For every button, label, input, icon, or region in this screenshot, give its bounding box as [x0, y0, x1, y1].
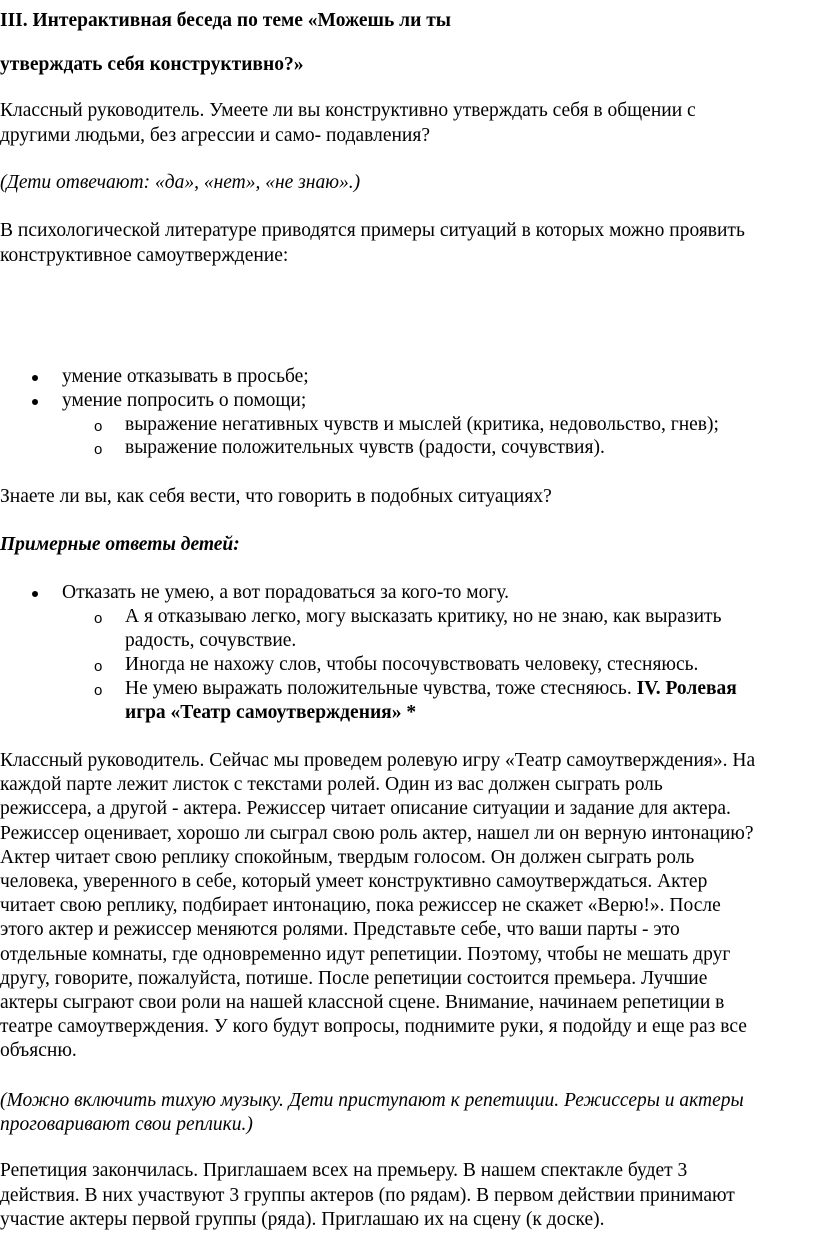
circle-bullet: o — [94, 610, 103, 627]
paragraph-line: человека, уверенного в себе, который умеет конструктивно самоутверждаться. Актер — [0, 871, 708, 892]
section-title-line1: III. Интерактивная беседа по теме «Можешь ли ты — [0, 10, 452, 31]
section-title-line2: утверждать себя конструктивно?» — [0, 54, 304, 75]
paragraph-line: объясню. — [0, 1040, 77, 1062]
paragraph-line: режиссера, а другой - актера. Режиссер читает описание ситуации и задание для актера. — [0, 798, 731, 820]
teacher-question-line2: другими людьми, без агрессии и само- подавления? — [0, 125, 430, 146]
section4-title-part1: IV. Ролевая — [636, 678, 737, 699]
list-item: умение отказывать в просьбе; — [62, 366, 309, 387]
sub-list-item: выражение положительных чувств (радости, сочувствия). — [125, 437, 605, 458]
paragraph-line: действия. В них участвуют 3 группы актеров (по рядам). В первом действии принимают — [0, 1184, 735, 1206]
circle-bullet: o — [94, 658, 103, 675]
sub-list-item-cont: радость, сочувствие. — [125, 630, 297, 651]
sub-list-item: А я отказываю легко, могу высказать критику, но не знаю, как выразить — [125, 606, 722, 627]
answers-heading: Примерные ответы детей: — [0, 534, 240, 555]
section4-title-part2: игра «Театр самоутверждения» * — [125, 702, 417, 723]
circle-bullet: o — [94, 441, 103, 458]
paragraph-line: Режиссер оценивает, хорошо ли сыграл свою роль актер, нашел ли он верную интонацию? — [0, 822, 754, 844]
sub-list-item-text: Не умею выражать положительные чувства, тоже стесняюсь. — [125, 678, 632, 699]
paragraph-line: читает свою реплику, подбирает интонацию, пока режиссер не скажет «Верю!». После — [0, 895, 721, 917]
bullet-disc — [32, 375, 38, 381]
paragraph-line: Репетиция закончилась. Приглашаем всех на премьеру. В нашем спектакле будет 3 — [0, 1160, 688, 1181]
list-item: Отказать не умею, а вот порадоваться за кого-то могу. — [62, 582, 509, 603]
paragraph-line: театре самоутверждения. У кого будут вопросы, поднимите руки, я подойду и еще раз все — [0, 1016, 747, 1038]
paragraph-line: участие актеры первой группы (ряда). Приглашаю их на сцену (к доске). — [0, 1209, 605, 1230]
sub-list-item — [125, 678, 737, 700]
paragraph-line: отдельные комнаты, где одновременно идут репетиции. Поэтому, чтобы не мешать друг — [0, 943, 731, 965]
paragraph-line: этого актер и режиссер меняются ролями. Представьте себе, что ваши парты - это — [0, 919, 680, 941]
stage-direction-line1: (Можно включить тихую музыку. Дети приступают к репетиции. Режиссеры и актеры — [0, 1090, 744, 1111]
situations-question: Знаете ли вы, как себя вести, что говорить в подобных ситуациях? — [0, 486, 552, 507]
bullet-disc — [32, 591, 38, 597]
literature-line2: конструктивное самоутверждение: — [0, 245, 289, 266]
paragraph-line: каждой парте лежит листок с текстами ролей. Один из вас должен сыграть роль — [0, 774, 663, 796]
kids-answer-note: (Дети отвечают: «да», «нет», «не знаю».) — [0, 172, 361, 193]
stage-direction-line2: проговаривают свои реплики.) — [0, 1114, 253, 1135]
literature-line1: В психологической литературе приводятся примеры ситуаций в которых можно проявить — [0, 220, 745, 241]
teacher-question-line1: Классный руководитель. Умеете ли вы конструктивно утверждать себя в общении с — [0, 100, 696, 121]
paragraph-line: актеры сыграют свои роли на нашей классной сцене. Внимание, начинаем репетиции в — [0, 992, 725, 1013]
paragraph-line: другу, говорите, пожалуйста, потише. После репетиции состоится премьера. Лучшие — [0, 967, 708, 989]
circle-bullet: o — [94, 418, 103, 435]
circle-bullet: o — [94, 682, 103, 699]
sub-list-item: выражение негативных чувств и мыслей (критика, недовольство, гнев); — [125, 414, 719, 435]
sub-list-item: Иногда не нахожу слов, чтобы посочувствовать человеку, стесняюсь. — [125, 654, 699, 675]
paragraph-line: Актер читает свою реплику спокойным, твердым голосом. Он должен сыграть роль — [0, 846, 695, 868]
list-item: умение попросить о помощи; — [62, 390, 307, 411]
bullet-disc — [32, 399, 38, 405]
paragraph-line: Классный руководитель. Сейчас мы проведем ролевую игру «Театр самоутверждения». На — [0, 750, 756, 771]
